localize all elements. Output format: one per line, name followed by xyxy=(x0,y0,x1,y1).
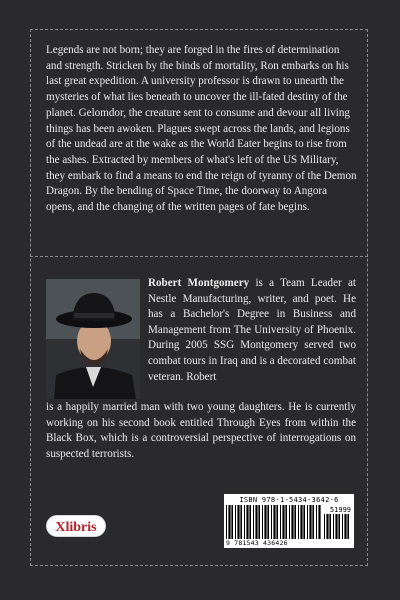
author-portrait-image xyxy=(46,279,140,399)
price-code: 51999 xyxy=(329,506,351,514)
isbn-barcode xyxy=(224,494,354,548)
section-divider xyxy=(30,256,368,257)
price-barcode-bars xyxy=(324,514,352,539)
publisher-logo xyxy=(46,515,106,537)
author-bio xyxy=(148,276,356,385)
back-cover-blurb: Legends are not born; they are forged in the fires of determination and strength. Stricken by the binds of mortality, Ron embarks on his last great expedition. A university professor is drawn to unearth the mysteries of what lies beneath to uncover the ill-fated destiny of the planet. Gelomdor, the creature sent to consume and devour all living things has been awoken. Plagues swept across the lands, and legions of the undead are at the wake as the World Eater begins to rise from the ashes. Extracted by members of what's left of the US Military, they embark to find a means to end the reign of tyranny of the Demon Dragon. By the bending of Space Time, the doorway to Angora opens, and the changing of the written pages of fate begins. xyxy=(46,44,357,214)
author-name: Robert Montgomery xyxy=(148,277,250,289)
author-bio-text-1: is a Team Leader at Nestle Manufacturing, writer, and poet. He has a Bachelor's Degree in Business and Management from The University of Phoenix. During 2005 SSG Montgomery served two combat tours in Iraq and is a decorated combat veteran. Robert xyxy=(148,277,357,383)
isbn-number: ISBN 978-1-5434-3642-6 xyxy=(239,496,339,504)
author-photo xyxy=(46,279,140,399)
author-bio-continued: is a happily married man with two young daughters. He is currently working on his second book entitled Through Eyes from within the Black Box, which is a controversial perspective of interrogations on suspected terrorists. xyxy=(46,401,356,460)
ean-digits: 9 781543 436426 xyxy=(226,539,288,547)
publisher-logo-text: Xlibris xyxy=(55,520,97,535)
ean-barcode-bars xyxy=(226,505,322,539)
